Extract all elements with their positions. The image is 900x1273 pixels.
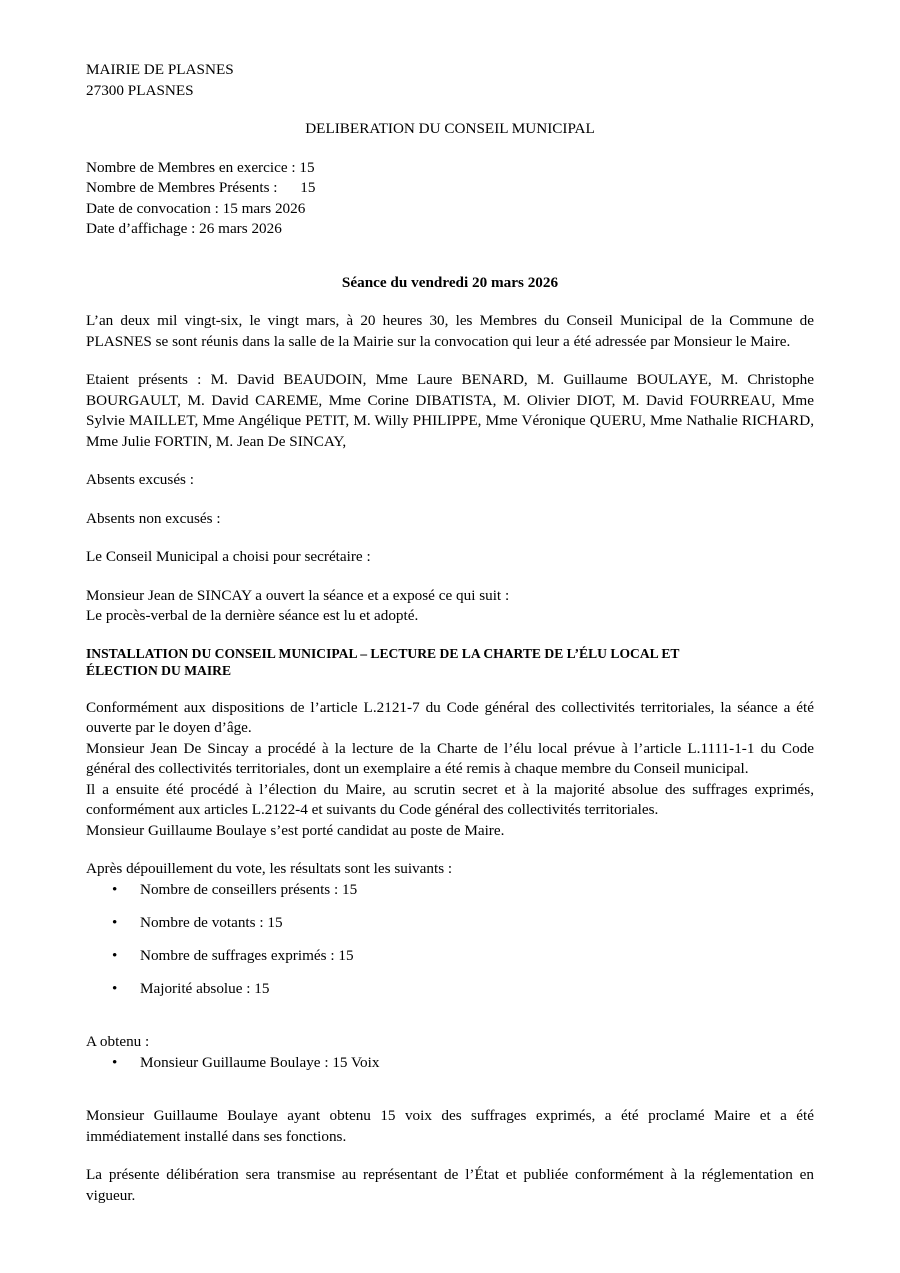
absent-excused: Absents excusés : xyxy=(86,471,194,488)
list-item: • Monsieur Guillaume Boulaye : 15 Voix xyxy=(86,1053,814,1074)
convocation-date: Date de convocation : 15 mars 2026 xyxy=(86,199,306,217)
section-title xyxy=(86,645,814,680)
results-list xyxy=(86,880,814,1000)
mairie-address: 27300 PLASNES xyxy=(86,81,194,99)
list-item: • Majorité absolue : 15 xyxy=(86,979,814,1000)
section-title-line-2: ÉLECTION DU MAIRE xyxy=(86,663,232,678)
section-paragraph-3: Il a ensuite été procédé à l’élection du Maire, au scrutin secret et à la majorité absolue des suffrages exprimés, conformément aux articles L.2122-4 et suivants du Code général des collectivités territoriales. xyxy=(86,780,814,818)
section-paragraph-1: Conformément aux dispositions de l’article L.2121-7 du Code général des collectivités territoriales, la séance a été ouverte par le doyen d’âge. xyxy=(86,698,814,736)
minutes-adopted-line: Le procès-verbal de la dernière séance est lu et adopté. xyxy=(86,607,419,624)
opening-line: Monsieur Jean de SINCAY a ouvert la séance et a exposé ce qui suit : xyxy=(86,586,510,604)
section-title-line-1: INSTALLATION DU CONSEIL MUNICIPAL – LECTURE DE LA CHARTE DE L’ÉLU LOCAL ET xyxy=(86,645,680,661)
present-members: Etaient présents : M. David BEAUDOIN, Mme Laure BENARD, M. Guillaume BOULAYE, M. Christophe BOURGAULT, M. David CAREME, Mme Corine DIBATISTA, M. Olivier DIOT, M. David FOURREAU, Mme Sylvie MAILLET, Mme Angélique PETIT, M. Willy PHILIPPE, Mme Véronique QUERU, Mme Nathalie RICHARD, Mme Julie FORTIN, M. Jean De SINCAY, xyxy=(86,371,814,450)
list-item: • Nombre de suffrages exprimés : 15 xyxy=(86,946,814,967)
obtained-label: A obtenu : xyxy=(86,1033,150,1050)
closing-paragraph: La présente délibération sera transmise au représentant de l’État et publiée conformément à la réglementation en vigueur. xyxy=(86,1166,814,1204)
intro-paragraph: L’an deux mil vingt-six, le vingt mars, à 20 heures 30, les Membres du Conseil Municipal de la Commune de PLASNES se sont réunis dans la salle de la Mairie sur la convocation qui leur a été adressée par Monsieur le Maire. xyxy=(86,312,814,350)
secretary-line: Le Conseil Municipal a choisi pour secrétaire : xyxy=(86,548,371,565)
document-body xyxy=(86,60,814,1206)
session-title: Séance du vendredi 20 mars 2026 xyxy=(341,273,559,291)
display-date: Date d’affichage : 26 mars 2026 xyxy=(86,220,282,237)
proclamation-paragraph: Monsieur Guillaume Boulaye ayant obtenu 15 voix des suffrages exprimés, a été proclamé Maire et a été immédiatement installé dans ses fonctions. xyxy=(86,1107,814,1145)
members-present: Nombre de Membres Présents : 15 xyxy=(86,179,316,196)
mairie-name: MAIRIE DE PLASNES xyxy=(86,61,234,78)
section-paragraph-4: Monsieur Guillaume Boulaye s’est porté candidat au poste de Maire. xyxy=(86,821,505,839)
results-intro: Après dépouillement du vote, les résultats sont les suivants : xyxy=(86,860,453,877)
list-item: • Nombre de votants : 15 xyxy=(86,913,814,934)
absent-unexcused: Absents non excusés : xyxy=(86,509,221,527)
obtained-list xyxy=(86,1053,814,1074)
section-paragraph-2: Monsieur Jean De Sincay a procédé à la lecture de la Charte de l’élu local prévue à l’article L.1111-1-1 du Code général des collectivités territoriales, dont un exemplaire a été remis à chaque membre du Conseil municipal. xyxy=(86,739,814,777)
list-item: • Nombre de conseillers présents : 15 xyxy=(86,880,814,901)
members-in-office: Nombre de Membres en exercice : 15 xyxy=(86,158,315,176)
document-title: DELIBERATION DU CONSEIL MUNICIPAL xyxy=(305,120,595,137)
